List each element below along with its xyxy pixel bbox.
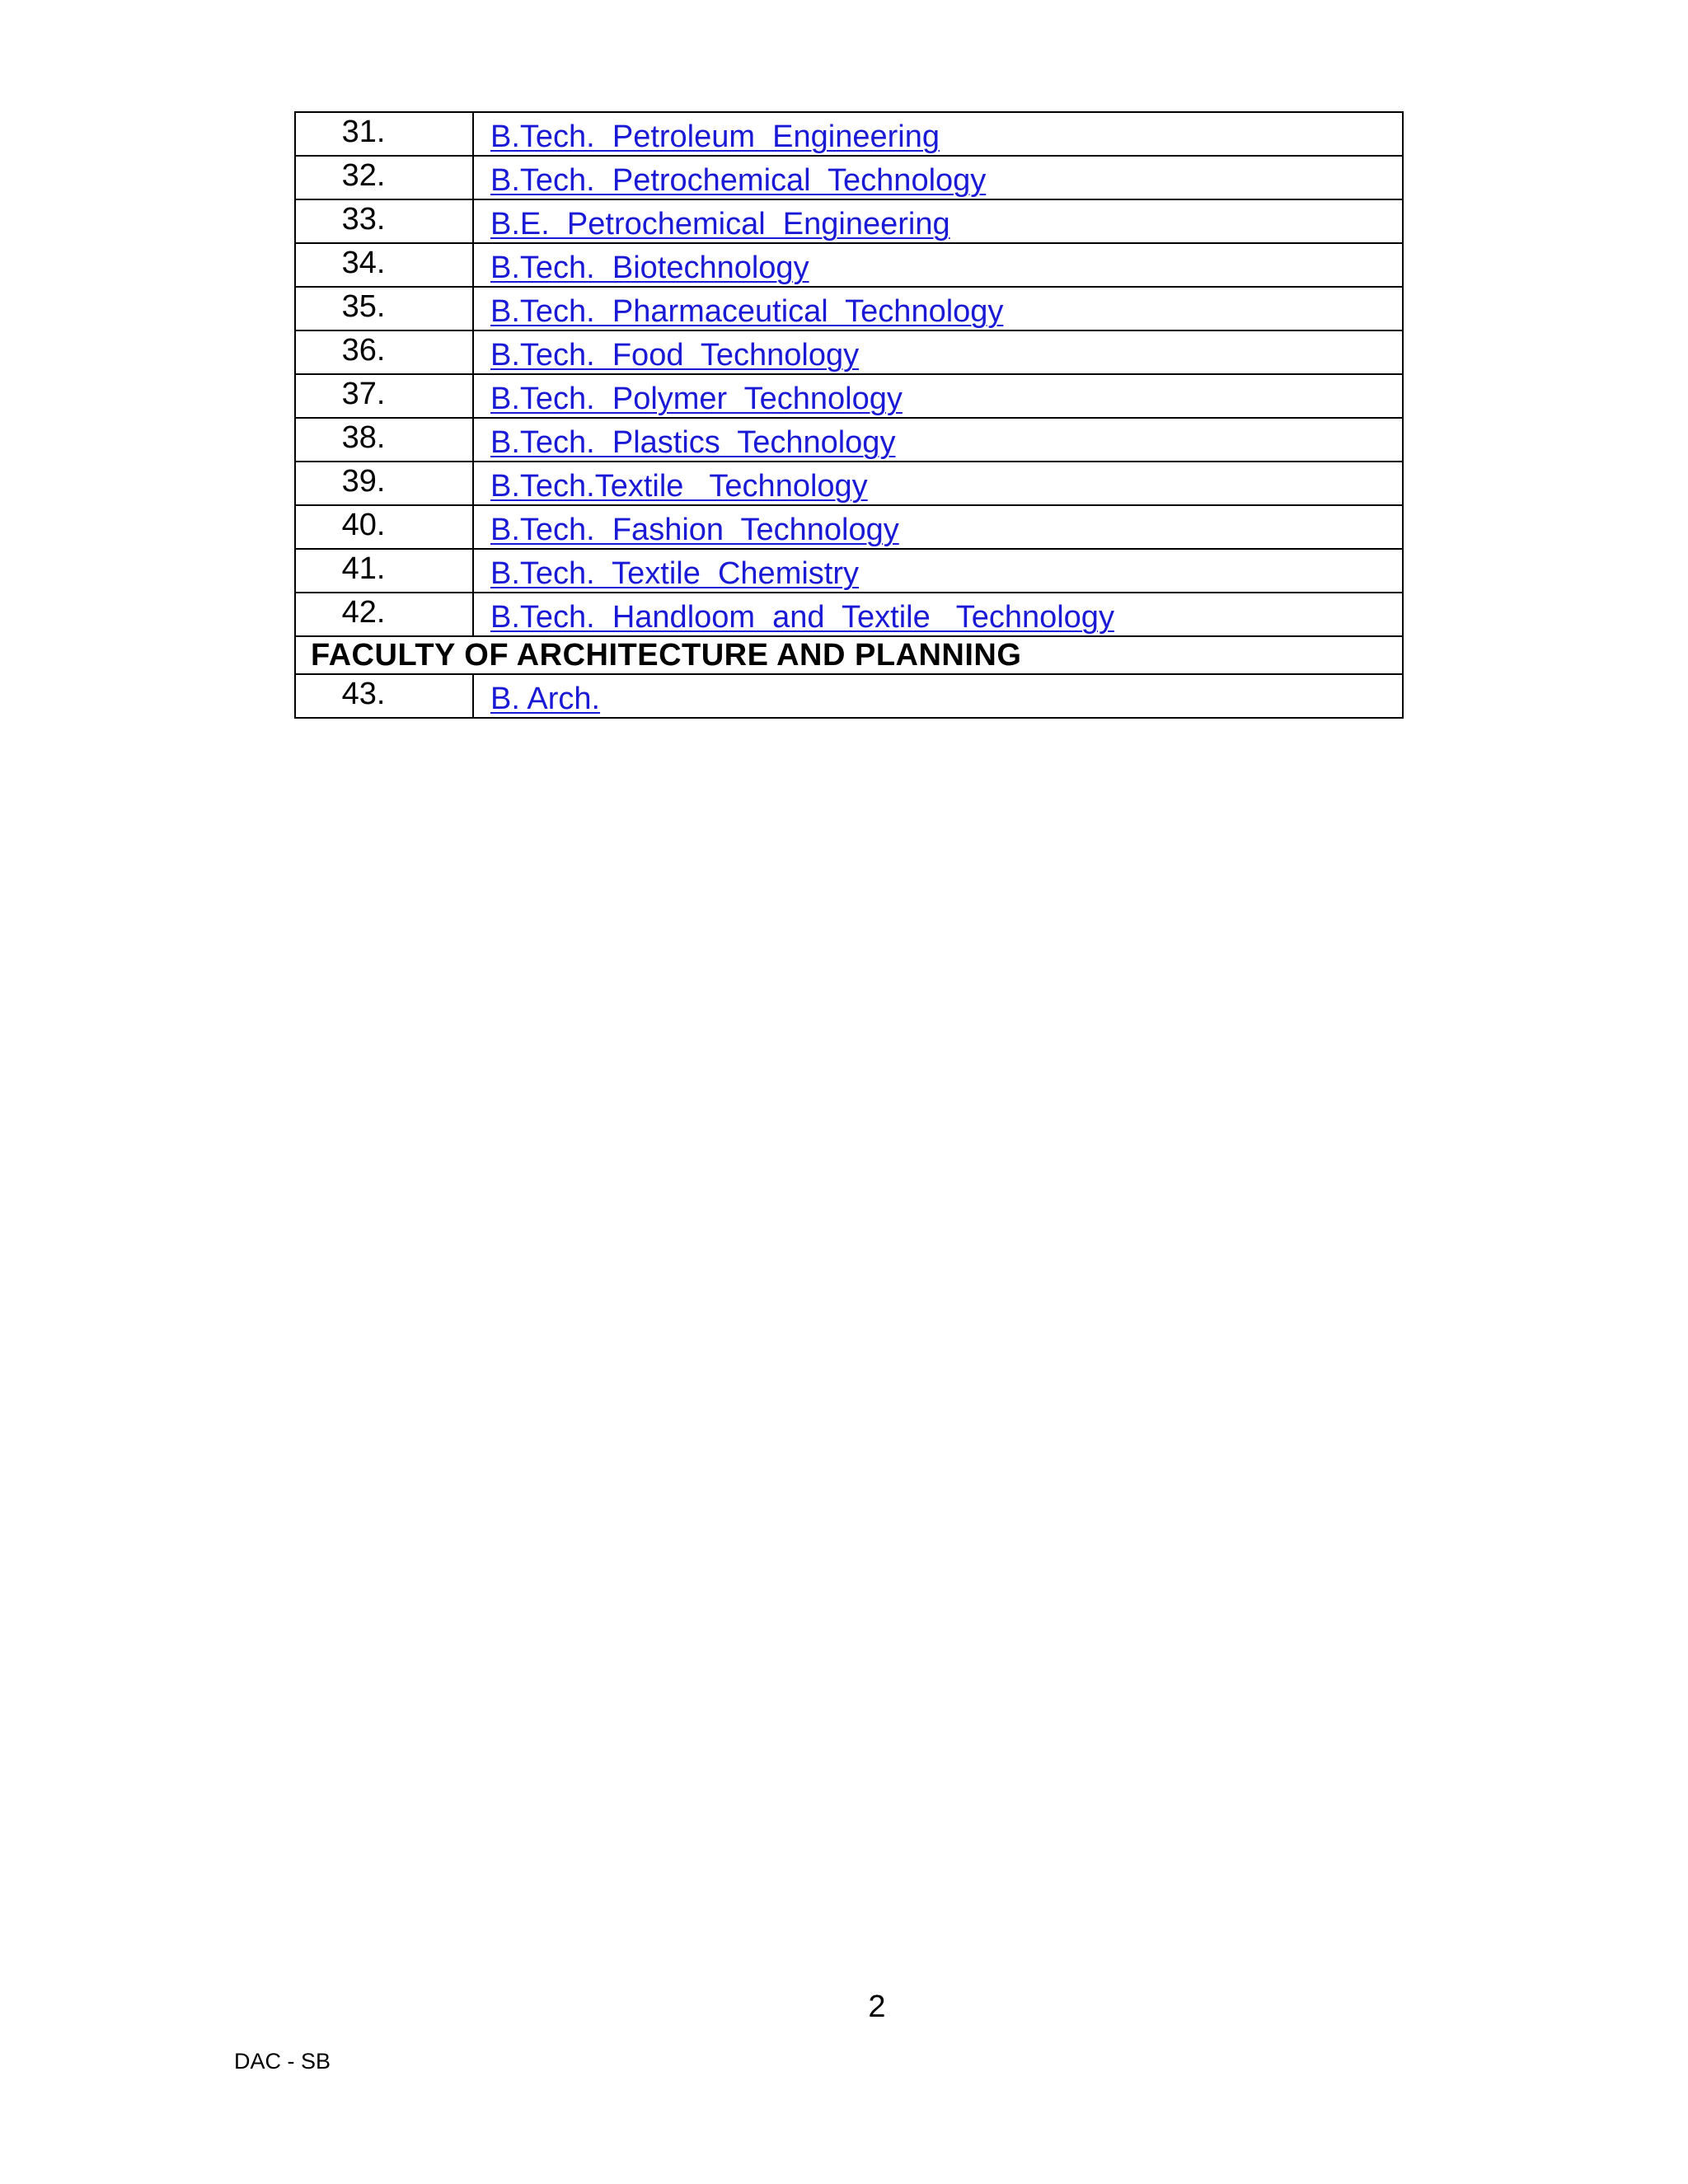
row-number: 42. (295, 593, 473, 636)
program-name-cell (473, 374, 1403, 418)
table-row (295, 505, 1403, 549)
row-number: 40. (295, 505, 473, 549)
program-name-cell (473, 505, 1403, 549)
program-link[interactable]: B. Arch. (490, 682, 601, 716)
footer-code: DAC - SB (234, 2049, 331, 2074)
program-link[interactable]: B.Tech. Polymer Technology (490, 382, 903, 416)
programs-table (294, 111, 1404, 719)
table-row (295, 674, 1403, 718)
program-link[interactable]: B.Tech. Petroleum Engineering (490, 120, 940, 154)
program-name-cell (473, 156, 1403, 199)
programs-table-body (295, 112, 1403, 718)
program-link[interactable]: B.Tech. Petrochemical Technology (490, 163, 987, 198)
table-row (295, 243, 1403, 287)
table-row (295, 112, 1403, 156)
table-row (295, 287, 1403, 330)
program-link[interactable]: B.Tech. Textile Chemistry (490, 556, 860, 591)
table-row (295, 199, 1403, 243)
faculty-heading-row (295, 636, 1403, 674)
row-number: 33. (295, 199, 473, 243)
table-row (295, 462, 1403, 505)
table-row (295, 593, 1403, 636)
table-row (295, 330, 1403, 374)
table-row (295, 418, 1403, 462)
program-name-cell (473, 674, 1403, 718)
program-link[interactable]: B.Tech.Textile Technology (490, 469, 868, 504)
faculty-heading: FACULTY OF ARCHITECTURE AND PLANNING (295, 636, 1403, 674)
row-number: 43. (295, 674, 473, 718)
program-name-cell (473, 243, 1403, 287)
row-number: 35. (295, 287, 473, 330)
program-name-cell (473, 593, 1403, 636)
row-number: 37. (295, 374, 473, 418)
row-number: 38. (295, 418, 473, 462)
table-row (295, 156, 1403, 199)
program-link[interactable]: B.Tech. Biotechnology (490, 251, 809, 285)
row-number: 41. (295, 549, 473, 593)
row-number: 32. (295, 156, 473, 199)
table-row (295, 549, 1403, 593)
program-link[interactable]: B.Tech. Plastics Technology (490, 425, 896, 460)
program-link[interactable]: B.E. Petrochemical Engineering (490, 207, 950, 241)
program-link[interactable]: B.Tech. Food Technology (490, 338, 860, 373)
program-link[interactable]: B.Tech. Pharmaceutical Technology (490, 294, 1004, 329)
row-number: 36. (295, 330, 473, 374)
program-name-cell (473, 462, 1403, 505)
program-name-cell (473, 549, 1403, 593)
page-number: 2 (868, 1990, 886, 2024)
row-number: 34. (295, 243, 473, 287)
program-link[interactable]: B.Tech. Handloom and Textile Technology (490, 600, 1114, 635)
program-name-cell (473, 112, 1403, 156)
row-number: 31. (295, 112, 473, 156)
program-link[interactable]: B.Tech. Fashion Technology (490, 513, 899, 547)
table-row (295, 374, 1403, 418)
program-name-cell (473, 418, 1403, 462)
row-number: 39. (295, 462, 473, 505)
program-name-cell (473, 199, 1403, 243)
program-name-cell (473, 287, 1403, 330)
program-name-cell (473, 330, 1403, 374)
